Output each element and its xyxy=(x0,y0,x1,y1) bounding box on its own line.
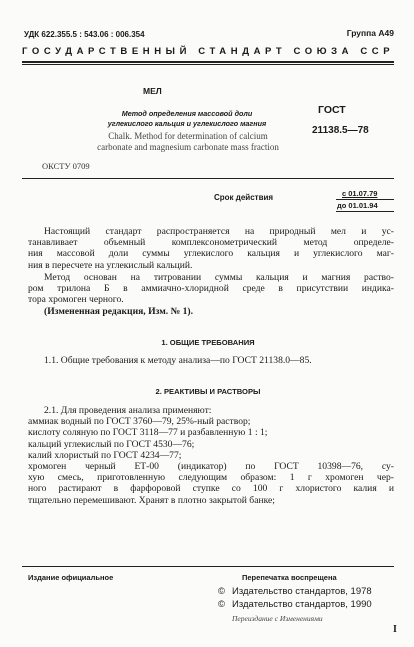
english-title-line-1: Chalk. Method for determination of calcium xyxy=(108,131,268,141)
russian-title xyxy=(72,109,302,129)
group-code: Группа А49 xyxy=(346,28,394,38)
section-2-line: кальций углекислый по ГОСТ 4530—76; xyxy=(28,438,195,450)
reprint-prohibited: Перепечатка воспрещена xyxy=(242,573,337,582)
intro-paragraph-2 xyxy=(28,272,394,317)
section-2-line: аммиак водный по ГОСТ 3760—79, 25%-ный раствор; xyxy=(28,416,251,428)
section-2-line: калий хлористый по ГОСТ 4234—77; xyxy=(28,449,182,461)
intro-line: ром трилона Б в аммиачно-хлоридной среде в присутствии индика- xyxy=(28,283,394,295)
section-2-line: кислоту соляную по ГОСТ 3118—77 и разбавленную 1 : 1; xyxy=(28,427,268,439)
intro-line: Настоящий стандарт распространяется на природный мел и ус- xyxy=(44,226,394,237)
intro-line: танавливает объемный комплексонометрический метод определе- xyxy=(28,237,394,249)
section-2-line: 2.1. Для проведения анализа применяют: xyxy=(44,405,212,416)
official-edition: Издание официальное xyxy=(28,573,114,582)
english-title xyxy=(70,131,306,153)
title-rule xyxy=(22,178,394,179)
intro-line: ния массовой доли суммы углекислого кальция и углекислого маг- xyxy=(28,248,394,260)
header-rule xyxy=(22,61,394,63)
okstu-code: ОКСТУ 0709 xyxy=(42,161,90,171)
revision-note: (Измененная редакция, Изм. № 1). xyxy=(44,305,194,317)
section-1-text xyxy=(44,355,394,366)
udk-code: УДК 622.355.5 : 543.06 : 006.354 xyxy=(24,30,145,39)
validity-divider xyxy=(336,199,394,200)
copyright-icon: © xyxy=(218,586,225,597)
english-title-line-2: carbonate and magnesium carbonate mass fraction xyxy=(97,142,279,152)
copyright-text: Издательство стандартов, 1978 xyxy=(232,586,372,597)
section-2-line: хую смесь, приготовленную следующим образом: 1 г хромоген чер- xyxy=(28,472,394,484)
gost-label: ГОСТ xyxy=(318,104,346,116)
material-title: МЕЛ xyxy=(143,86,162,96)
section-2-heading: 2. РЕАКТИВЫ И РАСТВОРЫ xyxy=(155,387,261,396)
validity-to: до 01.01.94 xyxy=(337,201,378,210)
intro-line: Метод основан на титровании суммы кальция и магния раство- xyxy=(44,272,394,283)
section-2-text xyxy=(28,405,394,506)
russian-title-line-1: Метод определения массовой доли xyxy=(121,109,253,118)
page-number: I xyxy=(393,624,397,635)
footer-rule xyxy=(22,566,394,567)
copyright-1990 xyxy=(218,599,372,610)
copyright-text: Издательство стандартов, 1990 xyxy=(232,599,372,610)
validity-from: с 01.07.79 xyxy=(342,189,378,198)
gost-number: 21138.5—78 xyxy=(312,125,369,136)
section-1-heading: 1. ОБЩИЕ ТРЕБОВАНИЯ xyxy=(161,338,255,347)
section-2-line: тщательно перемешивают. Хранят в плотно закрытой банке; xyxy=(28,494,275,506)
header-rule-thin xyxy=(22,64,394,65)
validity-label: Срок действия xyxy=(214,193,274,202)
russian-title-line-2: углекислого кальция и углекислого магния xyxy=(107,119,267,128)
amendments-note: Переиздание с Изменениями xyxy=(232,614,323,623)
state-standard-banner: ГОСУДАРСТВЕННЫЙ СТАНДАРТ СОЮЗА ССР xyxy=(22,46,395,57)
section-2-line: хромоген черный ЕТ-00 (индикатор) по ГОСТ 10398—76, су- xyxy=(28,461,394,473)
intro-line: ния в пересчете на углекислый кальций. xyxy=(28,259,193,271)
section-2-line: ного растирают в фарфоровой ступке со 100 г хлористого калия и xyxy=(28,483,394,495)
intro-line: тора хромоген черного. xyxy=(28,294,124,306)
intro-paragraph-1 xyxy=(28,226,394,271)
copyright-1978 xyxy=(218,586,372,597)
copyright-icon: © xyxy=(218,599,225,610)
section-1-line: 1.1. Общие требования к методу анализа—по ГОСТ 21138.0—85. xyxy=(44,355,312,366)
validity-underline xyxy=(336,211,394,212)
